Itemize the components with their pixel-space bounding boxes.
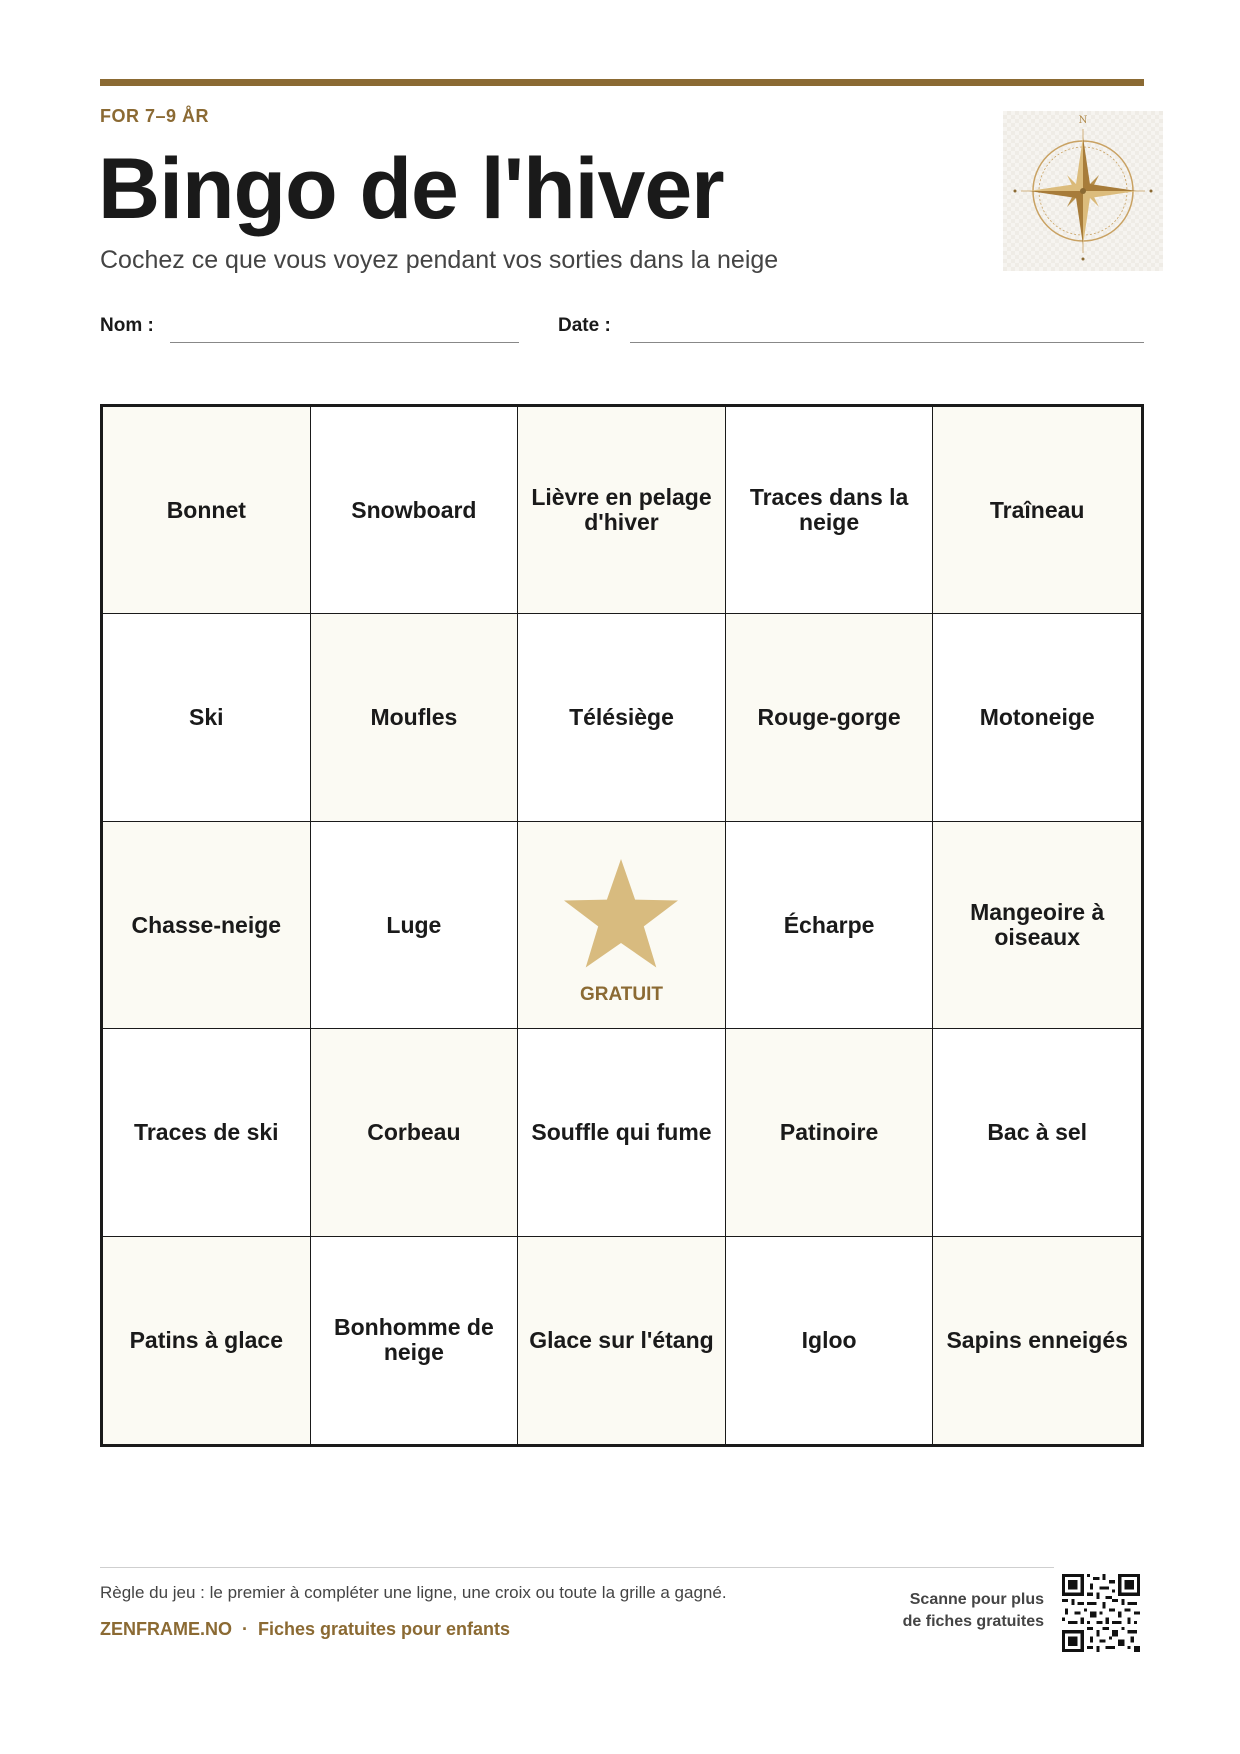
bingo-cell[interactable]: Chasse-neige xyxy=(103,822,311,1029)
qr-code-icon[interactable] xyxy=(1062,1574,1140,1652)
free-label: GRATUIT xyxy=(579,983,663,1005)
bingo-cell[interactable]: Sapins enneigés xyxy=(933,1237,1141,1444)
bingo-cell[interactable]: Bac à sel xyxy=(933,1029,1141,1236)
bingo-cell[interactable]: Rouge-gorge xyxy=(726,614,934,821)
footer-divider xyxy=(100,1567,1054,1568)
bingo-cell[interactable]: Moufles xyxy=(311,614,519,821)
date-field[interactable] xyxy=(630,342,1144,343)
page-title: Bingo de l'hiver xyxy=(98,141,724,237)
bingo-cell[interactable]: Écharpe xyxy=(726,822,934,1029)
bingo-cell[interactable]: Corbeau xyxy=(311,1029,519,1236)
bingo-cell[interactable]: Mangeoire à oiseaux xyxy=(933,822,1141,1029)
bingo-cell[interactable]: Bonhomme de neige xyxy=(311,1237,519,1444)
bingo-cell[interactable]: Bonnet xyxy=(103,407,311,614)
page-subtitle: Cochez ce que vous voyez pendant vos sorties dans la neige xyxy=(100,246,779,274)
bingo-cell[interactable]: Snowboard xyxy=(311,407,519,614)
scan-line-1: Scanne pour plus xyxy=(909,1591,1044,1608)
bingo-cell[interactable]: Lièvre en pelage d'hiver xyxy=(518,407,726,614)
bingo-cell[interactable]: Glace sur l'étang xyxy=(518,1237,726,1444)
compass-north-label: N xyxy=(1078,115,1088,126)
age-label: FOR 7–9 ÅR xyxy=(100,106,210,126)
bingo-cell[interactable]: Patins à glace xyxy=(103,1237,311,1444)
scan-line-2: de fiches gratuites xyxy=(902,1612,1044,1630)
bingo-grid xyxy=(100,404,1144,1447)
game-rule-text: Règle du jeu : le premier à compléter une ligne, une croix ou toute la grille a gagné. xyxy=(100,1583,727,1602)
scan-text xyxy=(903,1589,1044,1632)
name-field[interactable] xyxy=(170,342,519,343)
bingo-cell[interactable]: Patinoire xyxy=(726,1029,934,1236)
bingo-cell[interactable]: Traces de ski xyxy=(103,1029,311,1236)
free-cell[interactable] xyxy=(518,822,726,1029)
bingo-cell[interactable]: Télésiège xyxy=(518,614,726,821)
brand-text[interactable]: ZENFRAME.NO · Fiches gratuites pour enfants xyxy=(100,1619,511,1639)
top-rule xyxy=(100,79,1144,86)
bingo-cell[interactable]: Luge xyxy=(311,822,519,1029)
date-label: Date : xyxy=(558,315,611,336)
bingo-cell[interactable]: Souffle qui fume xyxy=(518,1029,726,1236)
bingo-cell[interactable]: Traces dans la neige xyxy=(726,407,934,614)
star-icon xyxy=(559,857,683,975)
bingo-cell[interactable]: Ski xyxy=(103,614,311,821)
compass-rose-icon xyxy=(1003,111,1163,271)
bingo-cell[interactable]: Traîneau xyxy=(933,407,1141,614)
name-label: Nom : xyxy=(100,315,154,336)
bingo-cell[interactable]: Igloo xyxy=(726,1237,934,1444)
bingo-cell[interactable]: Motoneige xyxy=(933,614,1141,821)
